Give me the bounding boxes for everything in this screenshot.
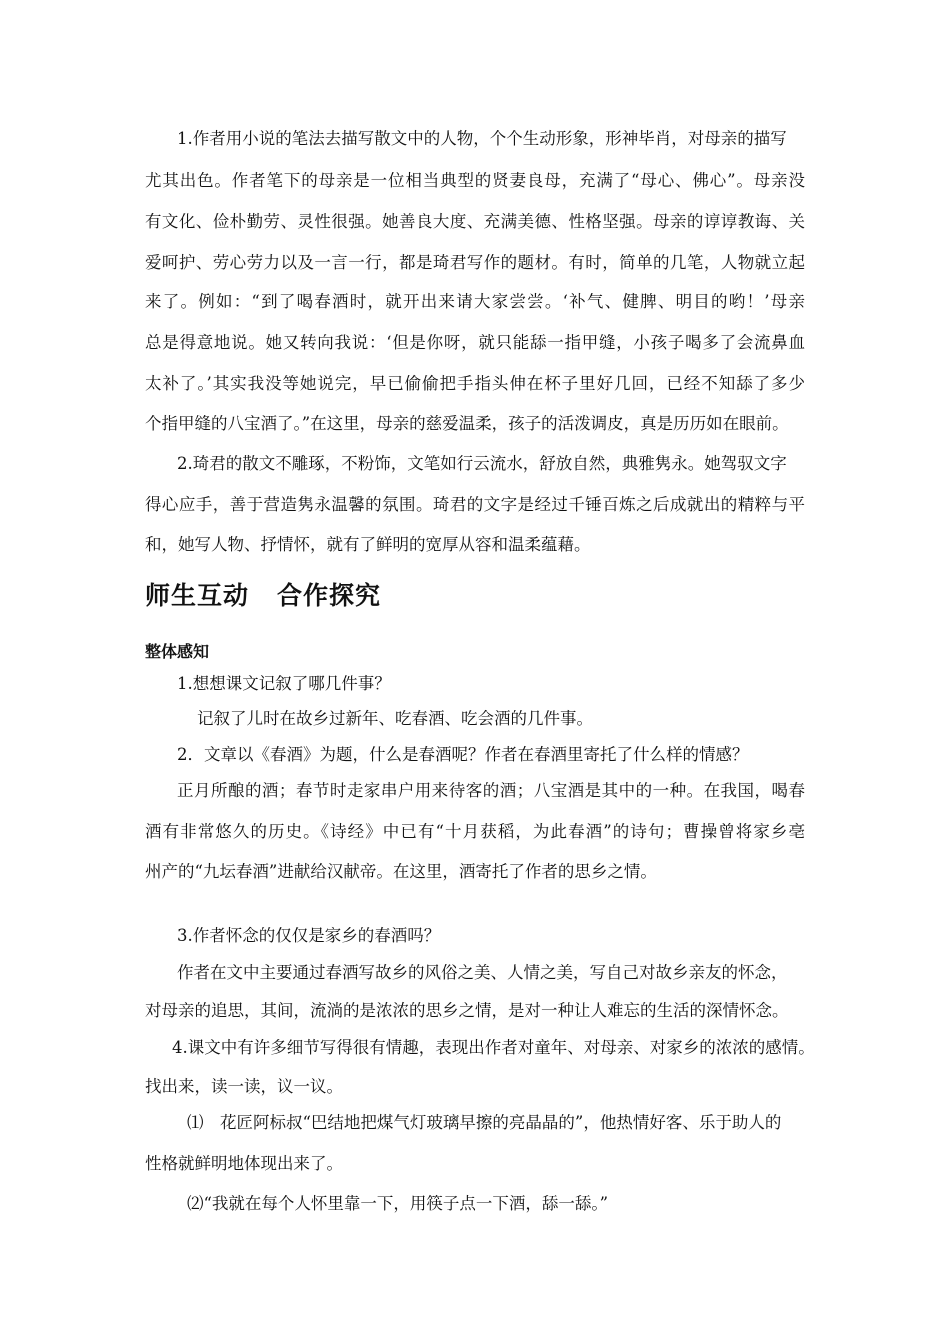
- intro-p1-line-4: 爱呵护、劳心劳力以及一言一行，都是琦君写作的题材。有时，简单的几笔，人物就立起: [145, 253, 805, 272]
- intro-p1-line-6: 总是得意地说。她又转向我说：‘但是你呀，就只能舔一指甲缝，小孩子喝多了会流鼻血: [145, 333, 805, 352]
- question-3: 3.作者怀念的仅仅是家乡的春酒吗？: [177, 926, 441, 945]
- detail-1-line-2: 性格就鲜明地体现出来了。: [145, 1154, 343, 1173]
- question-4-line-1: 4.课文中有许多细节写得很有情趣，表现出作者对童年、对母亲、对家乡的浓浓的感情。: [172, 1038, 815, 1057]
- section-title: [145, 576, 381, 612]
- answer-2-line-1: 正月所酿的酒；春节时走家串户用来待客的酒；八宝酒是其中的一种。在我国，喝春: [177, 781, 805, 800]
- intro-p1-line-1: 1.作者用小说的笔法去描写散文中的人物，个个生动形象，形神毕肖，对母亲的描写: [177, 129, 787, 148]
- question-2: 2．文章以《春酒》为题，什么是春酒呢？作者在春酒里寄托了什么样的情感？: [177, 745, 749, 764]
- intro-p1-line-5: 来了。例如：“到了喝春酒时，就开出来请大家尝尝。‘补气、健脾、明目的哟！’母亲: [145, 292, 805, 311]
- answer-3-line-1: 作者在文中主要通过春酒写故乡的风俗之美、人情之美，写自己对故乡亲友的怀念，: [177, 963, 788, 982]
- question-4-line-2: 找出来，读一读，议一议。: [145, 1077, 343, 1096]
- intro-p2-line-1: 2.琦君的散文不雕琢，不粉饰，文笔如行云流水，舒放自然，典雅隽永。她驾驭文字: [177, 454, 787, 473]
- answer-3-line-2: 对母亲的追思，其间，流淌的是浓浓的思乡之情，是对一种让人难忘的生活的深情怀念。: [145, 1001, 789, 1020]
- detail-1-line-1: ⑴ 花匠阿标叔“巴结地把煤气灯玻璃早擦的亮晶晶的”，他热情好客、乐于助人的: [187, 1113, 782, 1132]
- intro-p1-line-3: 有文化、俭朴勤劳、灵性很强。她善良大度、充满美德、性格坚强。母亲的谆谆教诲、关: [145, 212, 805, 231]
- intro-p1-line-7: 太补了。’其实我没等她说完，早已偷偷把手指头伸在杯子里好几回，已经不知舔了多少: [145, 374, 805, 393]
- question-1: 1.想想课文记叙了哪几件事？: [177, 674, 391, 693]
- intro-p2-line-2: 得心应手，善于营造隽永温馨的氛围。琦君的文字是经过千锤百炼之后成就出的精粹与平: [145, 495, 805, 514]
- intro-p1-line-8: 个指甲缝的八宝酒了。”在这里，母亲的慈爱温柔，孩子的活泼调皮，真是历历如在眼前。: [145, 414, 789, 433]
- intro-p2-line-3: 和，她写人物、抒情怀，就有了鲜明的宽厚从容和温柔蕴藉。: [145, 535, 591, 554]
- answer-2-line-3: 州产的“九坛春酒”进献给汉献帝。在这里，酒寄托了作者的思乡之情。: [145, 862, 657, 881]
- answer-2-line-2: 酒有非常悠久的历史。《诗经》中已有“十月获稻，为此春酒”的诗句；曹操曾将家乡亳: [145, 822, 805, 841]
- intro-p1-line-2: 尤其出色。作者笔下的母亲是一位相当典型的贤妻良母，充满了“母心、佛心”。母亲没: [145, 171, 805, 190]
- detail-2: ⑵“我就在每个人怀里靠一下，用筷子点一下酒，舔一舔。”: [187, 1194, 609, 1213]
- answer-1: 记叙了儿时在故乡过新年、吃春酒、吃会酒的几件事。: [197, 709, 593, 728]
- section-title-part-1: 师生互动: [145, 581, 250, 610]
- subsection-title: 整体感知: [145, 642, 210, 661]
- section-title-part-2: 合作探究: [277, 581, 382, 610]
